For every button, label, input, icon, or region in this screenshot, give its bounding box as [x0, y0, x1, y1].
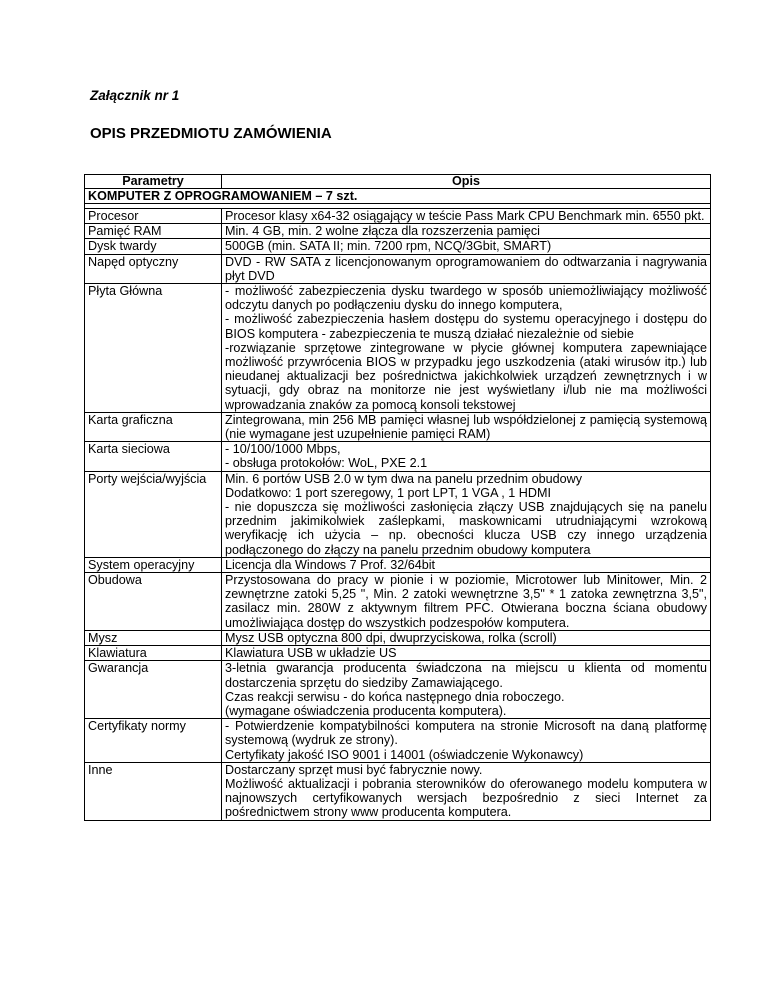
description-line: (wymagane oświadczenia producenta komputera). — [225, 703, 507, 718]
parameter-name: Dysk twardy — [85, 239, 222, 254]
description-line: Mysz USB optyczna 800 dpi, dwuprzyciskowa, rolka (scroll) — [225, 630, 557, 645]
annex-label: Załącznik nr 1 — [90, 88, 180, 103]
table-row — [85, 646, 711, 661]
description-line: Min. 6 portów USB 2.0 w tym dwa na panelu przednim obudowy — [225, 471, 583, 486]
parameter-description — [222, 412, 711, 441]
table-row — [85, 254, 711, 283]
parameter-name: Obudowa — [85, 573, 222, 631]
header-parameters: Parametry — [85, 175, 222, 189]
description-line: - Potwierdzenie kompatybilności komputera na stronie Microsoft na daną platformę systemową (wydruk ze strony). — [225, 719, 707, 748]
description-line: Zintegrowana, min 256 MB pamięci własnej lub współdzielonej z pamięcią systemową (nie wymagane jest uzupełnienie pamięci RAM) — [225, 412, 707, 442]
description-line: Przystosowana do pracy w pionie i w poziomie, Microtower lub Minitower, Min. 2 zewnętrzne zatoki 5,25 ", Min. 2 zatoki wewnętrzne 3,5" * 1 zatoka zewnętrzna 3,5", zasilacz min. 280W z aktywnym filtrem PFC. Otwierana boczna ściana obudowy umożliwiająca dostęp do wszystkich podzespołów komputera. — [225, 573, 707, 630]
table-row — [85, 239, 711, 254]
description-line: Procesor klasy x64-32 osiągający w teście Pass Mark CPU Benchmark min. 6550 pkt. — [225, 209, 705, 223]
parameter-description — [222, 630, 711, 645]
parameter-description — [222, 224, 711, 239]
parameter-name: Karta graficzna — [85, 412, 222, 441]
table-row — [85, 224, 711, 239]
table-row — [85, 762, 711, 820]
description-line: 500GB (min. SATA II; min. 7200 rpm, NCQ/3Gbit, SMART) — [225, 239, 552, 254]
parameter-description — [222, 239, 711, 254]
specification-table — [84, 174, 711, 821]
parameter-description — [222, 442, 711, 471]
description-line: Min. 4 GB, min. 2 wolne złącza dla rozszerzenia pamięci — [225, 224, 540, 239]
parameter-description — [222, 284, 711, 413]
table-row — [85, 284, 711, 413]
header-description: Opis — [222, 175, 711, 189]
description-line: DVD - RW SATA z licencjonowanym oprogramowaniem do odtwarzania i nagrywania płyt DVD — [225, 254, 707, 283]
category-row — [85, 189, 711, 204]
parameter-name: System operacyjny — [85, 557, 222, 572]
parameter-name: Klawiatura — [85, 646, 222, 661]
document-title: OPIS PRZEDMIOTU ZAMÓWIENIA — [90, 125, 332, 142]
parameter-name: Gwarancja — [85, 661, 222, 719]
parameter-description — [222, 209, 711, 224]
description-line: -rozwiązanie sprzętowe zintegrowane w płycie głównej komputera zapewniające możliwość przywrócenia BIOS w przypadku jego uszkodzenia (ataki wirusów itp.) lub nieudanej aktualizacji bez pośrednictwa jakichkolwiek urządzeń zewnętrznych i w sytuacji, gdy obraz na monitorze nie jest wyświetlany i/lub nie ma możliwości wprowadzania znaków za pomocą konsoli tekstowej — [225, 340, 707, 412]
parameter-description — [222, 557, 711, 572]
description-line: Certyfikaty jakość ISO 9001 i 14001 (oświadczenie Wykonawcy) — [225, 747, 584, 762]
parameter-name: Mysz — [85, 630, 222, 645]
parameter-name: Płyta Główna — [85, 284, 222, 413]
parameter-name: Certyfikaty normy — [85, 719, 222, 763]
parameter-name: Porty wejścia/wyjścia — [85, 471, 222, 557]
parameter-name: Karta sieciowa — [85, 442, 222, 471]
parameter-name: Inne — [85, 762, 222, 820]
table-row — [85, 661, 711, 719]
parameter-description — [222, 762, 711, 820]
parameter-description — [222, 254, 711, 283]
table-row — [85, 412, 711, 441]
description-line: - nie dopuszcza się możliwości zasłonięcia złączy USB znajdujących się na panelu przednim jakimikolwiek zaślepkami, maskownicami utrudniającymi wzrokową weryfikację ich użycia – np. obecności klucza USB czy innego urządzenia podłączonego do złączy na panelu przednim obudowy komputera — [225, 500, 707, 557]
parameter-description — [222, 661, 711, 719]
parameter-name: Procesor — [85, 209, 222, 224]
table-row — [85, 471, 711, 557]
parameter-name: Pamięć RAM — [85, 224, 222, 239]
description-line: - obsługa protokołów: WoL, PXE 2.1 — [225, 456, 428, 471]
parameter-description — [222, 646, 711, 661]
parameter-description — [222, 719, 711, 763]
table-row — [85, 557, 711, 572]
description-line: Licencja dla Windows 7 Prof. 32/64bit — [225, 557, 436, 572]
table-header-row — [85, 175, 711, 189]
description-line: Dodatkowo: 1 port szeregowy, 1 port LPT, 1 VGA , 1 HDMI — [225, 485, 551, 500]
description-line: Czas reakcji serwisu - do końca następnego dnia roboczego. — [225, 689, 565, 704]
description-line: - 10/100/1000 Mbps, — [225, 442, 341, 457]
parameter-description — [222, 573, 711, 631]
table-row — [85, 719, 711, 763]
description-line: 3-letnia gwarancja producenta świadczona na miejscu u klienta od momentu dostarczenia sprzętu do siedziby Zamawiającego. — [225, 661, 707, 690]
table-row — [85, 630, 711, 645]
table-row — [85, 209, 711, 224]
description-line: Klawiatura USB w układzie US — [225, 646, 397, 661]
description-line: - możliwość zabezpieczenia hasłem dostępu do systemu operacyjnego i dostępu do BIOS komputera - zabezpieczenia te muszą działać niezależnie od siebie — [225, 312, 707, 341]
table-row — [85, 573, 711, 631]
category-title: KOMPUTER Z OPROGRAMOWANIEM – 7 szt. — [85, 189, 711, 204]
description-line: Możliwość aktualizacji i pobrania sterowników do oferowanego modelu komputera w najnowszych certyfikowanych wersjach bezpośrednio z sieci Internet za pośrednictwem strony www producenta komputera. — [225, 776, 707, 820]
parameter-name: Napęd optyczny — [85, 254, 222, 283]
description-line: - możliwość zabezpieczenia dysku twardego w sposób uniemożliwiający możliwość odczytu danych po podłączeniu dysku do innego komputera, — [225, 284, 707, 313]
description-line: Dostarczany sprzęt musi być fabrycznie nowy. — [225, 762, 483, 777]
parameter-description — [222, 471, 711, 557]
table-row — [85, 442, 711, 471]
